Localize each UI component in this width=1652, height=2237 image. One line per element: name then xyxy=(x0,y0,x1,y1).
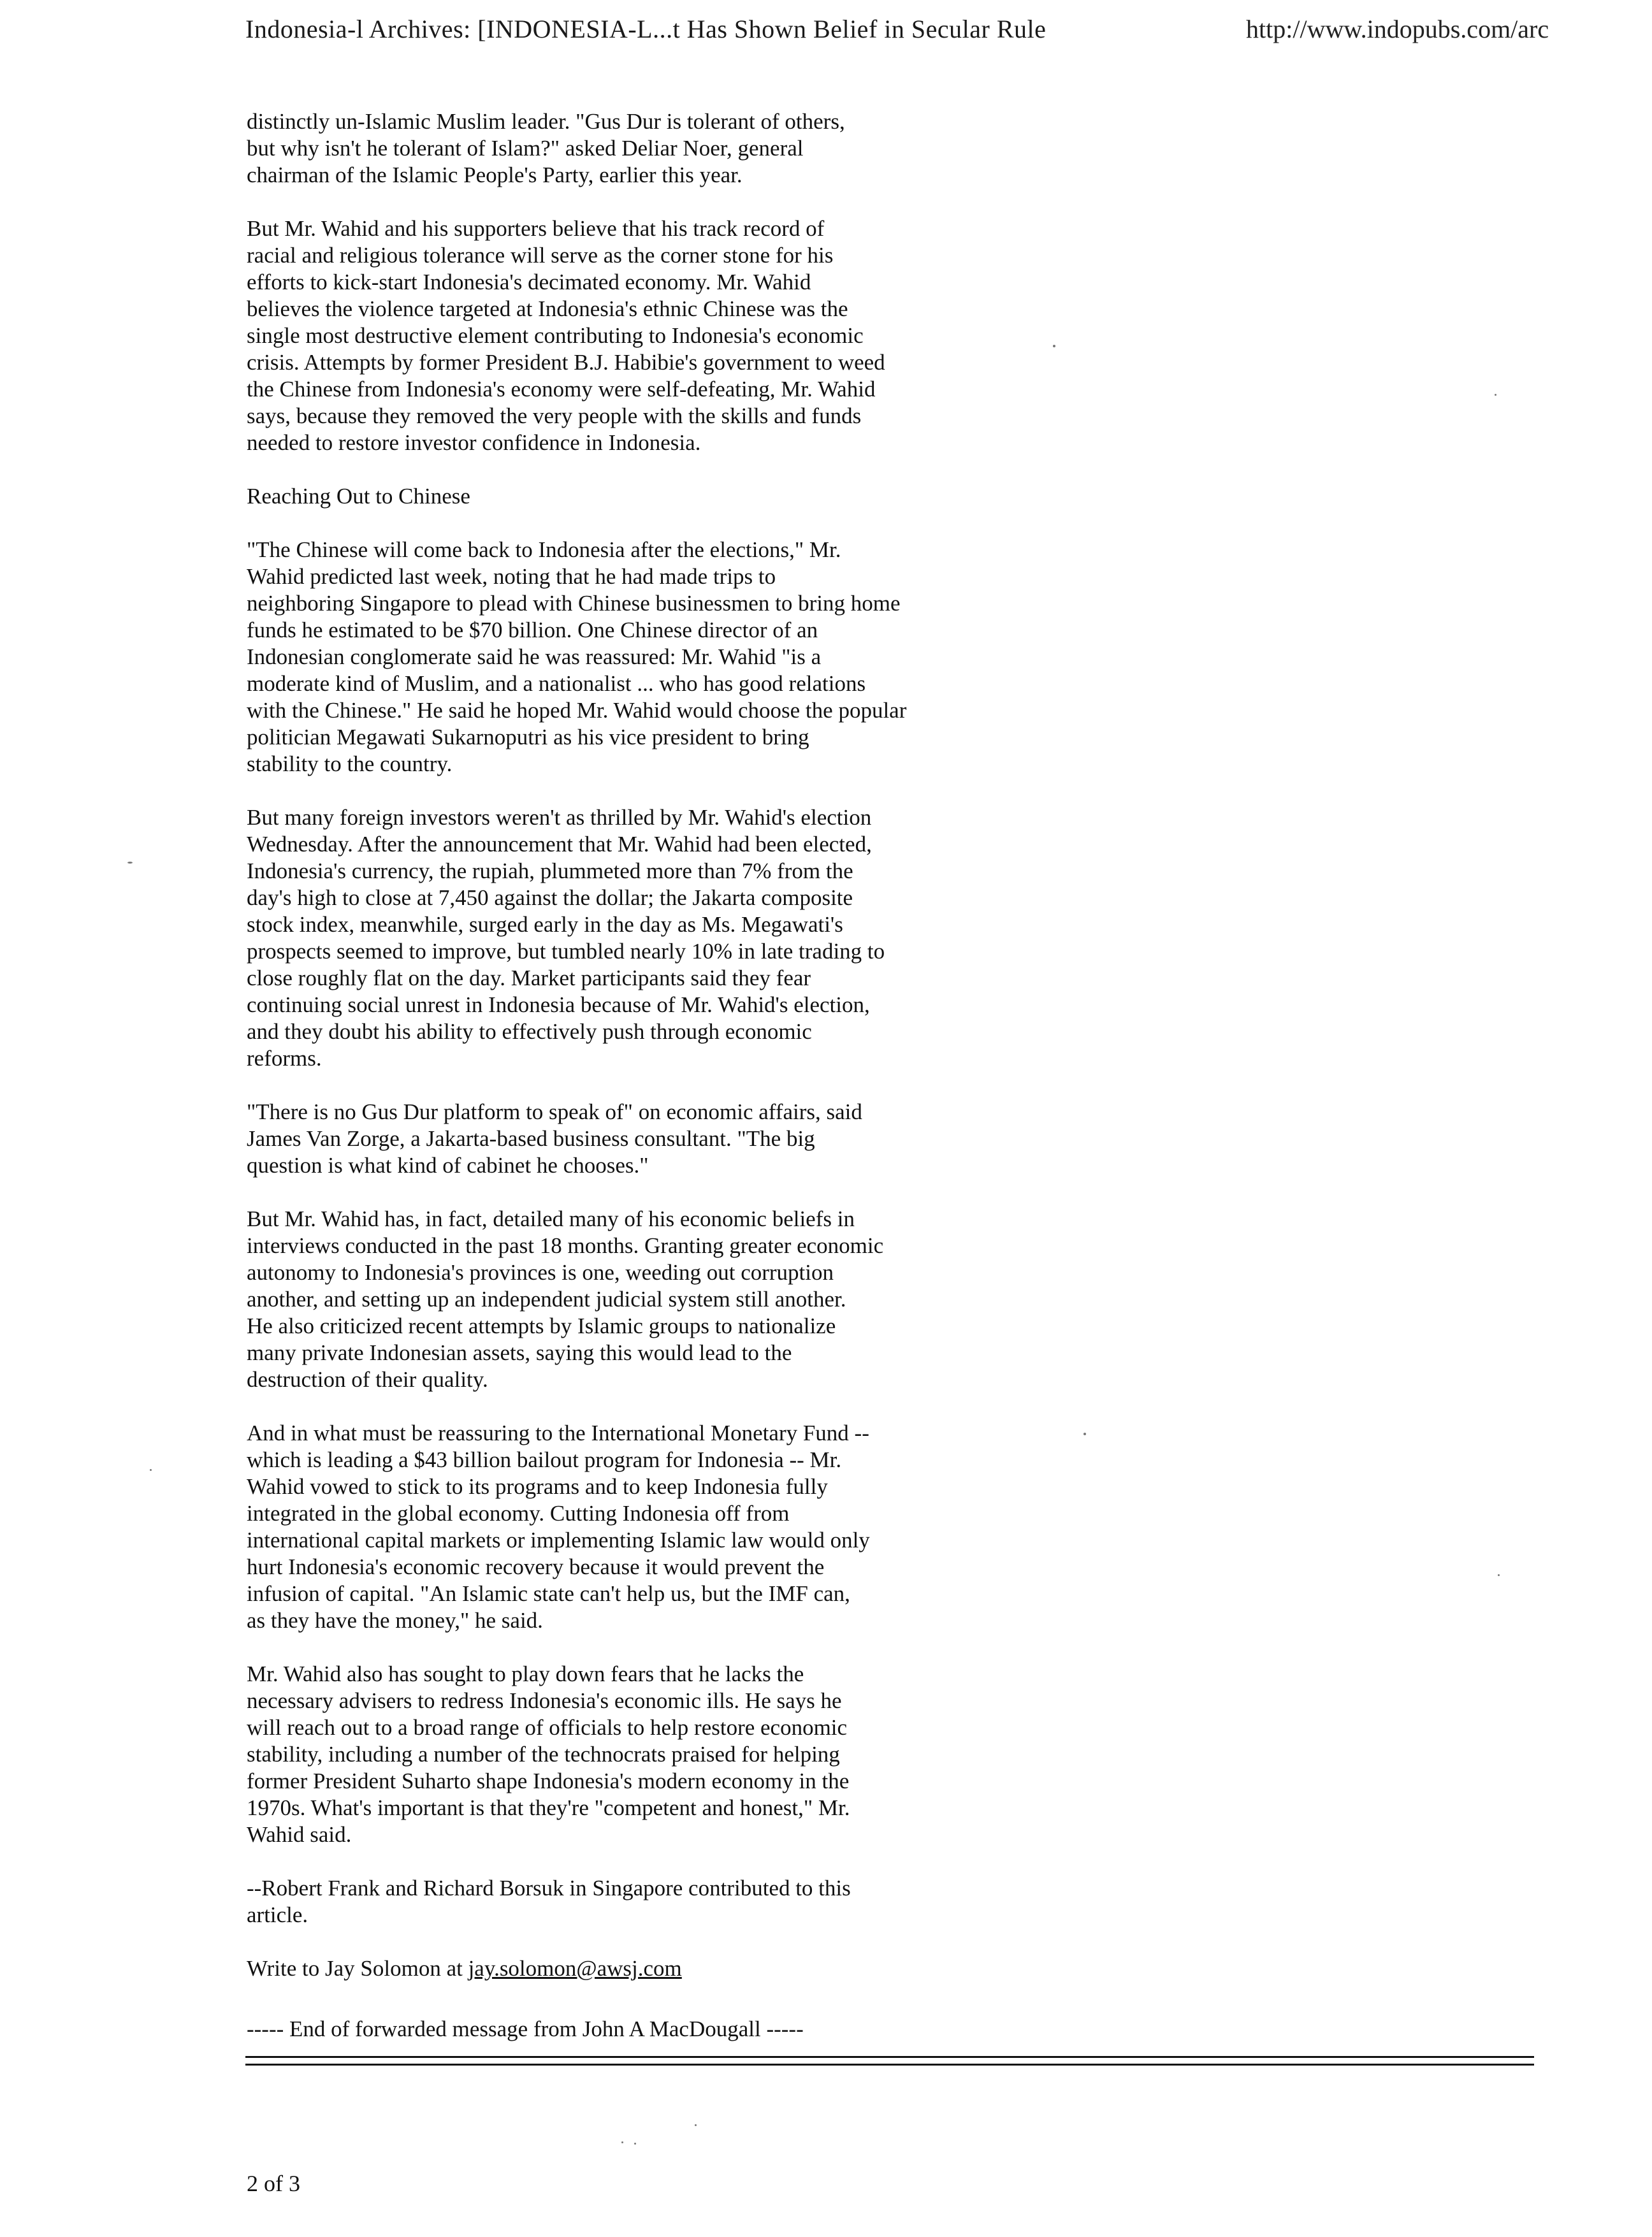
paragraph-6: But Mr. Wahid has, in fact, detailed many of his economic beliefs in interviews conducted in the past 18 months. Granting greater economic autonomy to Indonesia's provinces is one, weeding out corruption another, and setting up an independent judicial system still another. He also criticized recent attempts by Islamic groups to nationalize many private Indonesian assets, saying this would lead to the destruction of their quality. xyxy=(247,1206,884,1392)
scan-speck xyxy=(621,2141,623,2143)
scan-speck xyxy=(1083,1433,1086,1435)
divider-line-double xyxy=(245,2064,1534,2066)
write-to-text: Write to Jay Solomon at xyxy=(247,1956,468,1981)
write-to-line xyxy=(247,1955,1094,1982)
page-number: 2 of 3 xyxy=(247,2171,300,2196)
scan-speck xyxy=(150,1469,152,1471)
scan-speck xyxy=(634,2143,636,2145)
scan-speck xyxy=(695,2124,697,2126)
divider-line xyxy=(245,2056,1534,2058)
scan-speck xyxy=(127,862,133,864)
section-heading: Reaching Out to Chinese xyxy=(247,484,470,509)
paragraph-7: And in what must be reassuring to the International Monetary Fund -- which is leading a $43 billion bailout program for Indonesia -- Mr. Wahid vowed to stick to its programs and to keep Indonesia fully integrated in the global economy. Cutting Indonesia off from international capital markets or implementing Islamic law would only hurt Indonesia's economic recovery because it would prevent the infusion of capital. "An Islamic state can't help us, but the IMF can, as they have the money," he said. xyxy=(247,1421,870,1633)
end-of-message-line: ----- End of forwarded message from John A MacDougall ----- xyxy=(247,2016,804,2041)
scan-speck xyxy=(1495,394,1496,396)
paragraph-8: Mr. Wahid also has sought to play down fears that he lacks the necessary advisers to redress Indonesia's economic ills. He says he will reach out to a broad range of officials to help restore economic stability, including a number of the technocrats praised for helping former President Suharto shape Indonesia's modern economy in the 1970s. What's important is that they're "competent and honest," Mr. Wahid said. xyxy=(247,1661,850,1847)
paragraph-5: "There is no Gus Dur platform to speak of" on economic affairs, said James Van Zorge, a Jakarta-based business consultant. "The big question is what kind of cabinet he chooses." xyxy=(247,1099,862,1178)
email-link[interactable]: jay.solomon@awsj.com xyxy=(468,1956,682,1981)
paragraph-3: "The Chinese will come back to Indonesia after the elections," Mr. Wahid predicted last week, noting that he had made trips to neighboring Singapore to plead with Chinese businessmen to bring home funds he estimated to be $70 billion. One Chinese director of an Indonesian conglomerate said he was reassured: Mr. Wahid "is a moderate kind of Muslim, and a nationalist ... who has good relations with the Chinese." He said he hoped Mr. Wahid would choose the popular politician Megawati Sukarnoputri as his vice president to bring stability to the country. xyxy=(247,537,907,776)
paragraph-4: But many foreign investors weren't as thrilled by Mr. Wahid's election Wednesday. After the announcement that Mr. Wahid had been elected, Indonesia's currency, the rupiah, plummeted more than 7% from the day's high to close at 7,450 against the dollar; the Jakarta composite stock index, meanwhile, surged early in the day as Ms. Megawati's prospects seemed to improve, but tumbled nearly 10% in late trading to close roughly flat on the day. Market participants said they fear continuing social unrest in Indonesia because of Mr. Wahid's election, and they doubt his ability to effectively push through economic reforms. xyxy=(247,805,885,1071)
scan-speck xyxy=(1053,345,1055,347)
article-body xyxy=(247,108,1094,2009)
credit-line: --Robert Frank and Richard Borsuk in Singapore contributed to this article. xyxy=(247,1876,851,1927)
paragraph-2: But Mr. Wahid and his supporters believe that his track record of racial and religious tolerance will serve as the corner stone for his efforts to kick-start Indonesia's decimated economy. Mr. Wahid believes the violence targeted at Indonesia's ethnic Chinese was the single most destructive element contributing to Indonesia's economic crisis. Attempts by former President B.J. Habibie's government to weed the Chinese from Indonesia's economy were self-defeating, Mr. Wahid says, because they removed the very people with the skills and funds needed to restore investor confidence in Indonesia. xyxy=(247,216,885,455)
scan-speck xyxy=(1498,1574,1500,1576)
page-title: Indonesia-l Archives: [INDONESIA-L...t Has Shown Belief in Secular Rule xyxy=(245,15,1047,43)
page-url: http://www.indopubs.com/arc xyxy=(1246,15,1549,43)
paragraph-1: distinctly un-Islamic Muslim leader. "Gus Dur is tolerant of others, but why isn't he tolerant of Islam?" asked Deliar Noer, general chairman of the Islamic People's Party, earlier this year. xyxy=(247,109,845,187)
